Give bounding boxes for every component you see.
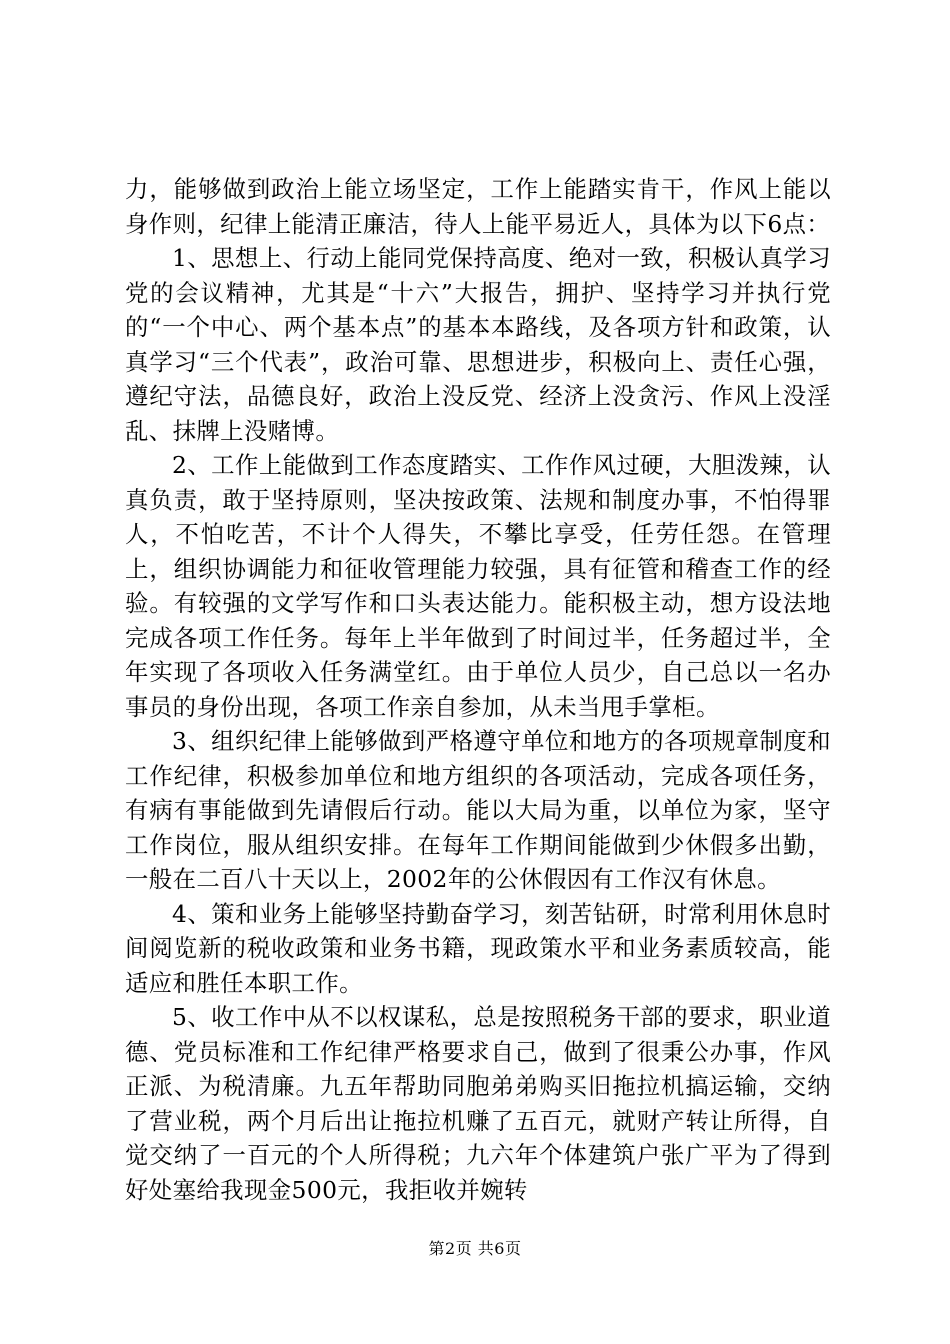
paragraph-item-5: 5、收工作中从不以权谋私，总是按照税务干部的要求，职业道德、党员标准和工作纪律严格要求自己，做到了很秉公办事，作风正派、为税清廉。九五年帮助同胞弟弟购买旧拖拉机搞运输，交纳了营业税，两个月后出让拖拉机赚了五百元，就财产转让所得，自觉交纳了一百元的个人所得税；九六年个体建筑户张广平为了得到好处塞给我现金500元，我拒收并婉转 bbox=[125, 1003, 831, 1204]
paragraph-intro: 力，能够做到政治上能立场坚定，工作上能踏实肯干，作风上能以身作则，纪律上能清正廉洁，待人上能平易近人，具体为以下6点： bbox=[125, 175, 831, 238]
paragraph-item-3: 3、组织纪律上能够做到严格遵守单位和地方的各项规章制度和工作纪律，积极参加单位和地方组织的各项活动，完成各项任务，有病有事能做到先请假后行动。能以大局为重，以单位为家，坚守工作岗位，服从组织安排。在每年工作期间能做到少休假多出勤，一般在二百八十天以上，2002年的公休假因有工作汉有休息。 bbox=[125, 727, 831, 893]
paragraph-item-1: 1、思想上、行动上能同党保持高度、绝对一致，积极认真学习党的会议精神，尤其是“十六”大报告，拥护、坚持学习并执行党的“一个中心、两个基本点”的基本本路线，及各项方针和政策，认真学习“三个代表”，政治可靠、思想进步，积极向上、责任心强，遵纪守法，品德良好，政治上没反党、经济上没贪污、作风上没淫乱、抹牌上没赌博。 bbox=[125, 244, 831, 445]
page-footer: 第2页 共6页 bbox=[428, 1239, 522, 1258]
document-body bbox=[125, 172, 831, 1207]
paragraph-item-2: 2、工作上能做到工作态度踏实、工作作风过硬，大胆泼辣，认真负责，敢于坚持原则，坚决按政策、法规和制度办事，不怕得罪人，不怕吃苦，不计个人得失，不攀比享受，任劳任怨。在管理上，组织协调能力和征收管理能力较强，具有征管和稽查工作的经验。有较强的文学写作和口头表达能力。能积极主动，想方设法地完成各项工作任务。每年上半年做到了时间过半，任务超过半，全年实现了各项收入任务满堂红。由于单位人员少，自己总以一名办事员的身份出现，各项工作亲自参加，从未当甩手掌柜。 bbox=[125, 451, 831, 721]
paragraph-item-4: 4、策和业务上能够坚持勤奋学习，刻苦钻研，时常利用休息时间阅览新的税收政策和业务书籍，现政策水平和业务素质较高，能适应和胜任本职工作。 bbox=[125, 899, 831, 997]
